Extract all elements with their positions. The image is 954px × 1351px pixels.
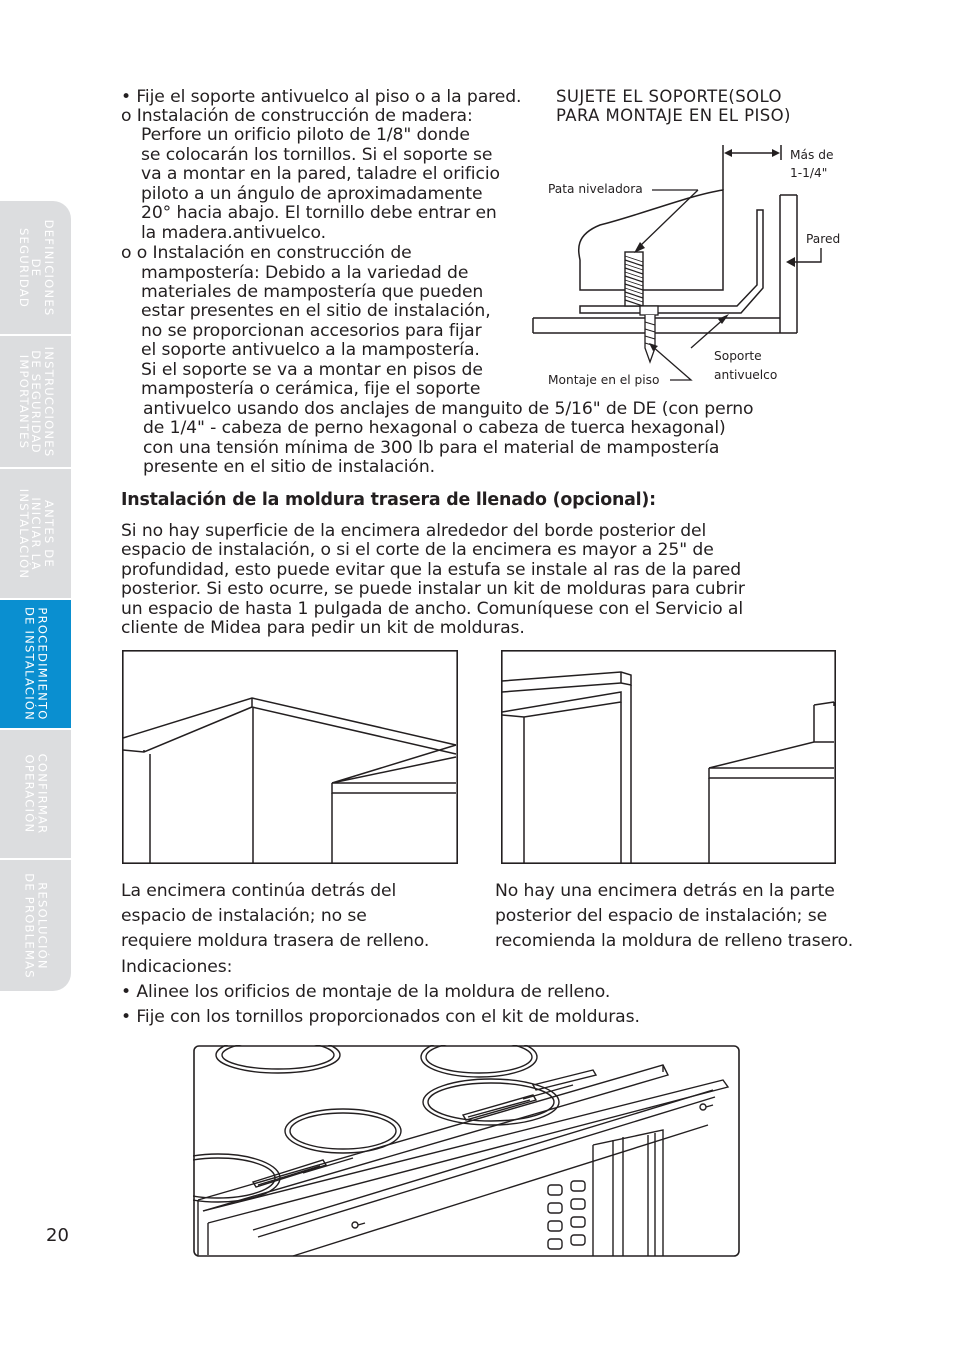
text-line: recomienda la moldura de relleno trasero. — [495, 931, 854, 951]
text-line: mampostería o cerámica, fije el soporte — [141, 379, 481, 399]
text-line: de 1/4" - cabeza de perno hexagonal o cabeza de tuerca hexagonal) — [143, 418, 726, 438]
tab-definiciones-seguridad[interactable]: DEFINICIONES DE SEGURIDAD — [16, 219, 56, 316]
tab-confirmar-operacion[interactable]: CONFIRMAR OPERACIÓN — [22, 753, 50, 835]
text-line: La encimera continúa detrás del — [121, 881, 397, 901]
section-tabs — [0, 201, 71, 991]
text-line: espacio de instalación, o si el corte de la encimera es mayor a 25" de — [121, 540, 714, 560]
text-line: o Instalación de construcción de madera: — [121, 106, 473, 126]
section-heading: Instalación de la moldura trasera de llenado (opcional): — [121, 490, 656, 510]
text-line: mampostería: Debido a la variedad de — [141, 263, 469, 283]
label-pared: Pared — [806, 232, 841, 246]
page-number: 20 — [46, 1225, 69, 1246]
text-line: se colocarán los tornillos. Si el soporte se — [141, 145, 493, 165]
text-line: posterior. Si esto ocurre, se puede instalar un kit de molduras para cubrir — [121, 579, 745, 599]
tab-procedimiento-instalacion[interactable]: PROCEDIMIENTO DE INSTALACIÓN — [0, 600, 71, 728]
tab-resolucion-problemas[interactable]: RESOLUCIÓN DE PROBLEMAS — [22, 872, 50, 979]
tab-antes-de-iniciar[interactable]: ANTES DE INICIAR LA INSTALACIÓN — [16, 488, 56, 579]
figure-title: PARA MONTAJE EN EL PISO) — [556, 106, 791, 125]
text-line: antivuelco usando dos anclajes de manguito de 5/16" de DE (con perno — [143, 399, 754, 419]
text-line: Si el soporte se va a montar en pisos de — [141, 360, 483, 380]
indication-item: • Fije con los tornillos proporcionados con el kit de molduras. — [121, 1007, 640, 1027]
range-trim-illustration — [193, 1045, 740, 1257]
text-line: materiales de mampostería que pueden — [141, 282, 484, 302]
figure-title: SUJETE EL SOPORTE(SOLO — [556, 87, 782, 106]
text-line: No hay una encimera detrás en la parte — [495, 881, 835, 901]
text-line: espacio de instalación; no se — [121, 906, 367, 926]
text-line: cliente de Midea para pedir un kit de molduras. — [121, 618, 525, 638]
tab-instrucciones-seguridad[interactable]: INSTRUCCIONES DE SEGURIDAD IMPORTANTES — [16, 346, 56, 457]
countertop-continues-illustration — [122, 650, 459, 864]
bracket-diagram — [530, 140, 830, 395]
text-line: estar presentes en el sitio de instalación, — [141, 301, 491, 321]
label-montaje-piso: Montaje en el piso — [548, 373, 660, 387]
text-line: 20° hacia abajo. El tornillo debe entrar en — [141, 203, 497, 223]
text-line: profundidad, esto puede evitar que la estufa se instale al ras de la pared — [121, 560, 742, 580]
label-pata-niveladora: Pata niveladora — [548, 182, 643, 196]
text-line: requiere moldura trasera de relleno. — [121, 931, 430, 951]
text-line: • Fije el soporte antivuelco al piso o a la pared. — [121, 87, 522, 107]
label-mas-de: Más de — [790, 148, 834, 162]
text-line: Si no hay superficie de la encimera alrededor del borde posterior del — [121, 521, 707, 541]
indications-title: Indicaciones: — [121, 957, 233, 977]
text-line: con una tensión mínima de 300 lb para el material de mampostería — [143, 438, 720, 458]
text-line: o o Instalación en construcción de — [121, 243, 412, 263]
countertop-missing-illustration — [501, 650, 837, 864]
text-line: un espacio de hasta 1 pulgada de ancho. Comuníquese con el Servicio al — [121, 599, 744, 619]
text-line: va a montar en la pared, taladre el orificio — [141, 164, 500, 184]
indication-item: • Alinee los orificios de montaje de la moldura de relleno. — [121, 982, 611, 1002]
text-line: el soporte antivuelco a la mampostería. — [141, 340, 480, 360]
text-line: la madera.antivuelco. — [141, 223, 326, 243]
text-line: no se proporcionan accesorios para fijar — [141, 321, 482, 341]
text-line: posterior del espacio de instalación; se — [495, 906, 828, 926]
label-dimension: 1-1/4" — [790, 166, 828, 180]
text-line: Perfore un orificio piloto de 1/8" donde — [141, 125, 470, 145]
label-soporte: Soporte — [714, 349, 762, 363]
label-antivuelco: antivuelco — [714, 368, 778, 382]
text-line: presente en el sitio de instalación. — [143, 457, 435, 477]
text-line: piloto a un ángulo de aproximadamente — [141, 184, 483, 204]
